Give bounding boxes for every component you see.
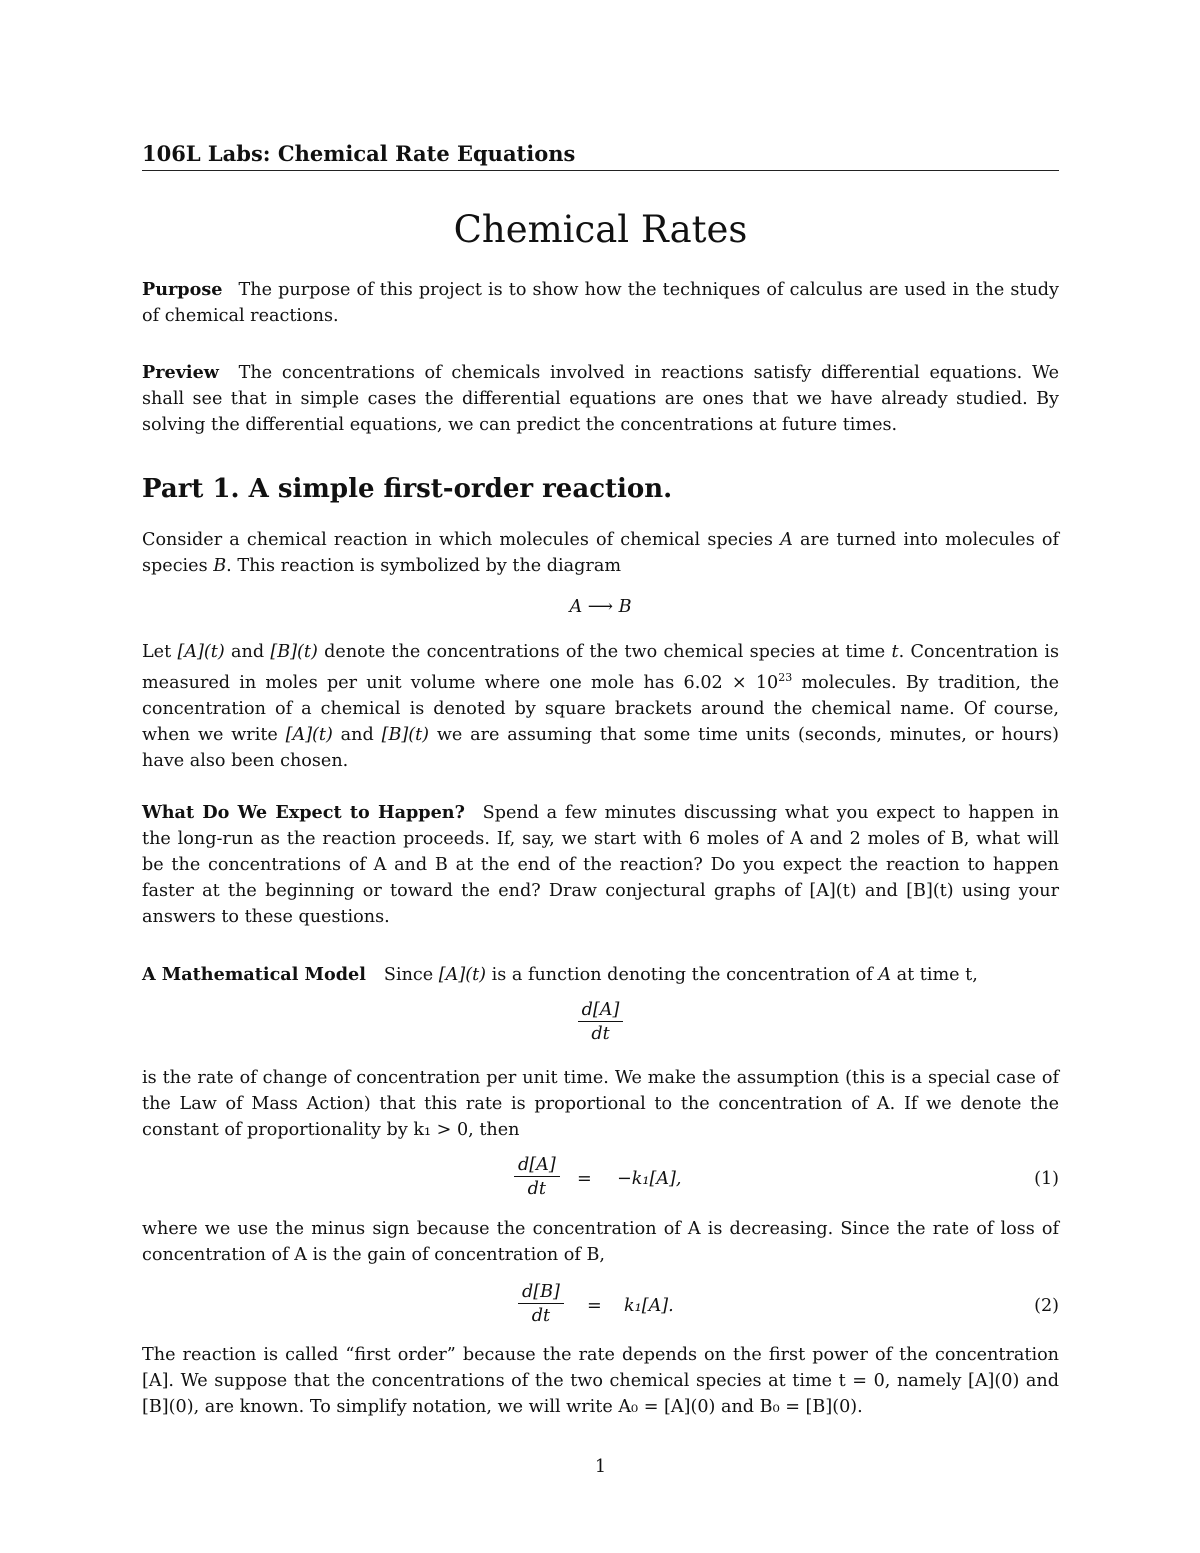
- model-a-t: [A](t): [438, 965, 487, 985]
- species-a: A: [780, 530, 793, 550]
- eq1-rhs: −k₁[A],: [617, 1169, 682, 1189]
- expect-paragraph: [142, 800, 1059, 930]
- expect-label: What Do We Expect to Happen?: [142, 802, 465, 823]
- fraction-denominator: dt: [591, 1024, 610, 1044]
- eq1-number: (1): [1034, 1169, 1059, 1189]
- model-text-3: at time t,: [891, 965, 978, 985]
- model-explanation: is the rate of change of concentration per unit time. We make the assumption (this is a special case of the Law of Mass Action) that this rate is proportional to the concentration of A. If we denote the constant of proportionality by k₁ > 0, then: [142, 1068, 1059, 1140]
- eq2-equals: =: [587, 1296, 602, 1316]
- intro-text-2: are turned into molecules of species: [142, 530, 1059, 576]
- expect-text: Spend a few minutes discussing what you expect to happen in the long-run as the reaction proceeds. If, say, we start with 6 moles of A and 2 moles of B, what will be the concentrations of A and B at the end of the reaction? Do you expect the reaction to happen faster at the beginning or toward the end? Draw conjectural graphs of [A](t) and [B](t) using your answers to these questions.: [142, 803, 1060, 927]
- running-header: 106L Labs: Chemical Rate Equations: [142, 141, 1059, 171]
- closing-paragraph: The reaction is called “first order” because the rate depends on the first power of the concentration [A]. We suppose that the concentrations of the two chemical species at time t = 0, namely [A](0) and [B](0), are known. To simplify notation, we will write A₀ = [A](0) and B₀ = [B](0).: [142, 1345, 1059, 1417]
- eq1-denominator: dt: [527, 1179, 547, 1199]
- eq1-equals: =: [577, 1169, 592, 1189]
- purpose-label: Purpose: [142, 279, 223, 300]
- intro-text-3: . This reaction is symbolized by the diagram: [226, 556, 622, 576]
- conc-text-4: . Concentration is measured in moles per unit volume where one mole has 6.02 × 10: [142, 642, 1059, 693]
- after-eq1-paragraph: where we use the minus sign because the concentration of A is decreasing. Since the rate of loss of concentration of A is the gain of concentration of B,: [142, 1219, 1059, 1265]
- equation-1: [142, 1155, 1059, 1211]
- intro-text-1: Consider a chemical reaction in which molecules of chemical species: [142, 530, 781, 550]
- eq2-number: (2): [1034, 1296, 1059, 1316]
- conc-b-t-2: [B](t): [381, 724, 430, 745]
- conc-a-t-2: [A](t): [285, 724, 333, 745]
- fraction-numerator: d[A]: [578, 1000, 624, 1022]
- eq2-numerator: d[B]: [518, 1282, 564, 1304]
- preview-paragraph: [142, 360, 1059, 438]
- fraction-da-dt: [578, 1000, 624, 1044]
- purpose-paragraph: [142, 277, 1059, 329]
- eq2-denominator: dt: [531, 1306, 551, 1326]
- rate-fraction: [142, 1000, 1059, 1044]
- conc-time: t: [891, 642, 899, 662]
- equation-2: [142, 1282, 1059, 1338]
- model-paragraph: [142, 962, 1059, 988]
- conc-text-6: and: [332, 724, 382, 745]
- preview-text: The concentrations of chemicals involved in reactions satisfy differential equations. We shall see that in simple cases the differential equations are ones that we have already studied. By solving the differential equations, we can predict the concentrations at future times.: [142, 363, 1060, 435]
- conc-b-t: [B](t): [270, 642, 318, 662]
- model-a: A: [878, 965, 892, 985]
- eq1-fraction: [514, 1155, 560, 1199]
- intro-paragraph: [142, 527, 1059, 579]
- species-b: B: [213, 556, 227, 576]
- preview-label: Preview: [142, 362, 219, 383]
- model-text-2: is a function denoting the concentration of: [486, 965, 879, 985]
- avogadro-exponent: 23: [778, 671, 793, 684]
- eq1-numerator: d[A]: [514, 1155, 560, 1177]
- eq2-fraction: [518, 1282, 564, 1326]
- conc-text-3: denote the concentrations of the two chemical species at time: [317, 642, 892, 662]
- model-text-1: Since: [383, 965, 439, 985]
- section-heading-part1: Part 1. A simple first-order reaction.: [142, 474, 673, 504]
- conc-text-7: we are assuming that some time units (seconds, minutes, or hours) have also been chosen.: [142, 724, 1059, 771]
- conc-text-2: and: [224, 642, 271, 662]
- model-label: A Mathematical Model: [142, 964, 366, 985]
- conc-text-1: Let: [142, 642, 178, 662]
- reaction-diagram: [142, 597, 1059, 617]
- page-number: 1: [594, 1457, 607, 1477]
- eq2-rhs: k₁[A].: [624, 1296, 674, 1316]
- conc-a-t: [A](t): [177, 642, 225, 662]
- conc-text-5: molecules. By tradition, the concentration of a chemical is denoted by square brackets around the chemical name. Of course, when we write: [142, 672, 1059, 745]
- concentration-paragraph: [142, 639, 1059, 774]
- reaction-formula: A ⟶ B: [569, 597, 632, 617]
- purpose-text: The purpose of this project is to show how the techniques of calculus are used in the study of chemical reactions.: [142, 280, 1059, 326]
- page-title: Chemical Rates: [453, 208, 748, 251]
